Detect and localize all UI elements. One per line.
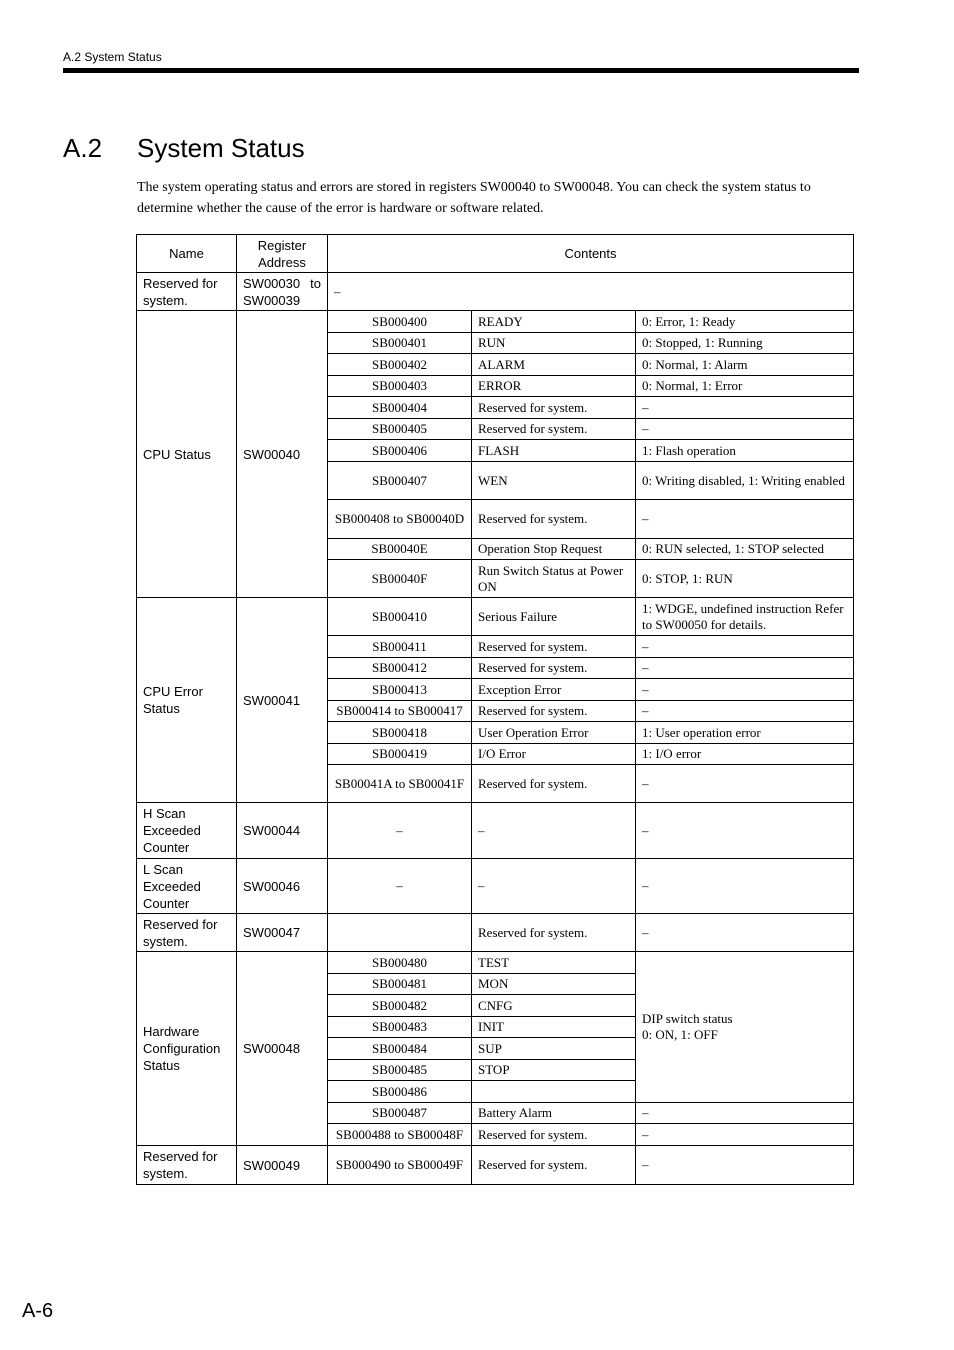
bit-description: Run Switch Status at Power ON bbox=[472, 560, 636, 598]
register-name: Reserved for system. bbox=[137, 1146, 237, 1185]
system-status-table bbox=[136, 234, 854, 1185]
bit-address: SB000490 to SB00049F bbox=[328, 1146, 472, 1185]
bit-address: SB000407 bbox=[328, 462, 472, 500]
bit-description: FLASH bbox=[472, 440, 636, 462]
register-contents: – bbox=[328, 273, 854, 311]
bit-value: – bbox=[636, 419, 854, 440]
register-name: CPU Status bbox=[137, 311, 237, 598]
bit-address: SB000410 bbox=[328, 598, 472, 636]
register-address: SW00041 bbox=[237, 598, 328, 803]
register-name: H Scan Exceeded Counter bbox=[137, 803, 237, 859]
bit-address: SB000480 bbox=[328, 952, 472, 974]
bit-address: SB000484 bbox=[328, 1038, 472, 1060]
bit-address: SB000403 bbox=[328, 376, 472, 397]
bit-description: Reserved for system. bbox=[472, 914, 636, 952]
bit-value: 1: WDGE, undefined instruction Refer to SW00050 for details. bbox=[636, 598, 854, 636]
register-name: Hardware Configuration Status bbox=[137, 952, 237, 1146]
bit-description: INIT bbox=[472, 1017, 636, 1038]
register-address: SW00044 bbox=[237, 803, 328, 859]
header-row bbox=[137, 235, 854, 273]
section-title: System Status bbox=[137, 133, 305, 163]
bit-address: SB000400 bbox=[328, 311, 472, 333]
bit-value: – bbox=[636, 803, 854, 859]
table-row bbox=[137, 859, 854, 914]
bit-value: – bbox=[636, 636, 854, 658]
bit-address: SB000486 bbox=[328, 1081, 472, 1103]
bit-description: Reserved for system. bbox=[472, 1146, 636, 1185]
table-row bbox=[137, 1146, 854, 1185]
bit-address: SB000406 bbox=[328, 440, 472, 462]
register-address: SW00046 bbox=[237, 859, 328, 914]
bit-address: SB000411 bbox=[328, 636, 472, 658]
bit-description: Battery Alarm bbox=[472, 1103, 636, 1124]
bit-address: SB000485 bbox=[328, 1060, 472, 1081]
header-rule bbox=[63, 68, 859, 73]
bit-address: SB00040F bbox=[328, 560, 472, 598]
bit-description: Reserved for system. bbox=[472, 658, 636, 679]
bit-address bbox=[328, 914, 472, 952]
bit-description: Reserved for system. bbox=[472, 636, 636, 658]
bit-value: – bbox=[636, 679, 854, 701]
bit-value: – bbox=[636, 500, 854, 539]
bit-description: WEN bbox=[472, 462, 636, 500]
intro-paragraph: The system operating status and errors are stored in registers SW00040 to SW00048. You can check the system status to determine whether the cause of the error is hardware or software related. bbox=[137, 180, 811, 216]
register-name: CPU Error Status bbox=[137, 598, 237, 803]
bit-description: Reserved for system. bbox=[472, 701, 636, 722]
bit-description: CNFG bbox=[472, 995, 636, 1017]
bit-value: 0: STOP, 1: RUN bbox=[636, 560, 854, 598]
bit-address: SB000482 bbox=[328, 995, 472, 1017]
bit-address: SB000419 bbox=[328, 744, 472, 765]
bit-description: Reserved for system. bbox=[472, 500, 636, 539]
table-row bbox=[137, 273, 854, 311]
bit-description: Exception Error bbox=[472, 679, 636, 701]
bit-address: – bbox=[328, 859, 472, 914]
bit-address: SB000408 to SB00040D bbox=[328, 500, 472, 539]
bit-description: RUN bbox=[472, 333, 636, 354]
section-number: A.2 bbox=[63, 133, 103, 163]
bit-value: – bbox=[636, 1146, 854, 1185]
bit-value: – bbox=[636, 1103, 854, 1124]
header-contents: Contents bbox=[328, 235, 854, 273]
bit-description: Operation Stop Request bbox=[472, 539, 636, 560]
bit-value: 1: User operation error bbox=[636, 722, 854, 744]
bit-description: User Operation Error bbox=[472, 722, 636, 744]
bit-value: 0: Normal, 1: Alarm bbox=[636, 354, 854, 376]
register-address: SW00049 bbox=[237, 1146, 328, 1185]
bit-value: – bbox=[636, 658, 854, 679]
bit-description: READY bbox=[472, 311, 636, 333]
bit-address: SB000401 bbox=[328, 333, 472, 354]
bit-address: SB000414 to SB000417 bbox=[328, 701, 472, 722]
bit-value: – bbox=[636, 701, 854, 722]
bit-value: 0: Normal, 1: Error bbox=[636, 376, 854, 397]
bit-address: SB000487 bbox=[328, 1103, 472, 1124]
bit-address: SB000405 bbox=[328, 419, 472, 440]
bit-description: MON bbox=[472, 974, 636, 995]
bit-value: – bbox=[636, 1124, 854, 1146]
bit-address: SB000413 bbox=[328, 679, 472, 701]
register-name: Reserved for system. bbox=[137, 914, 237, 952]
table-row bbox=[137, 598, 854, 636]
register-address: SW00048 bbox=[237, 952, 328, 1146]
bit-description: ERROR bbox=[472, 376, 636, 397]
dip-switch-status: DIP switch status 0: ON, 1: OFF bbox=[636, 952, 854, 1103]
bit-value: 1: Flash operation bbox=[636, 440, 854, 462]
bit-value: – bbox=[636, 397, 854, 419]
bit-value: 0: Error, 1: Ready bbox=[636, 311, 854, 333]
bit-description: – bbox=[472, 859, 636, 914]
bit-value: 0: Stopped, 1: Running bbox=[636, 333, 854, 354]
bit-address: SB00040E bbox=[328, 539, 472, 560]
bit-address: SB000418 bbox=[328, 722, 472, 744]
bit-value: 1: I/O error bbox=[636, 744, 854, 765]
bit-description bbox=[472, 1081, 636, 1103]
bit-description: TEST bbox=[472, 952, 636, 974]
bit-value: – bbox=[636, 859, 854, 914]
bit-description: ALARM bbox=[472, 354, 636, 376]
register-address: SW00030 to SW00039 bbox=[237, 273, 328, 311]
table-row bbox=[137, 914, 854, 952]
bit-address: SB000483 bbox=[328, 1017, 472, 1038]
bit-address: SB000412 bbox=[328, 658, 472, 679]
register-address: SW00047 bbox=[237, 914, 328, 952]
header-address: Register Address bbox=[237, 235, 328, 273]
bit-description: SUP bbox=[472, 1038, 636, 1060]
bit-value: 0: RUN selected, 1: STOP selected bbox=[636, 539, 854, 560]
register-name: L Scan Exceeded Counter bbox=[137, 859, 237, 914]
bit-value: – bbox=[636, 914, 854, 952]
bit-description: Reserved for system. bbox=[472, 397, 636, 419]
bit-address: SB000488 to SB00048F bbox=[328, 1124, 472, 1146]
bit-description: Serious Failure bbox=[472, 598, 636, 636]
bit-address: SB000481 bbox=[328, 974, 472, 995]
bit-address: SB00041A to SB00041F bbox=[328, 765, 472, 803]
bit-description: Reserved for system. bbox=[472, 419, 636, 440]
table-row bbox=[137, 311, 854, 333]
bit-address: – bbox=[328, 803, 472, 859]
register-name: Reserved for system. bbox=[137, 273, 237, 311]
bit-description: STOP bbox=[472, 1060, 636, 1081]
bit-description: I/O Error bbox=[472, 744, 636, 765]
running-head: A.2 System Status bbox=[63, 50, 162, 64]
table-row bbox=[137, 952, 854, 974]
bit-value: 0: Writing disabled, 1: Writing enabled bbox=[636, 462, 854, 500]
bit-description: Reserved for system. bbox=[472, 1124, 636, 1146]
bit-description: – bbox=[472, 803, 636, 859]
page-number: A-6 bbox=[22, 1300, 54, 1322]
register-address: SW00040 bbox=[237, 311, 328, 598]
bit-value: – bbox=[636, 765, 854, 803]
table-row bbox=[137, 803, 854, 859]
bit-description: Reserved for system. bbox=[472, 765, 636, 803]
bit-address: SB000404 bbox=[328, 397, 472, 419]
bit-address: SB000402 bbox=[328, 354, 472, 376]
header-name: Name bbox=[137, 235, 237, 273]
